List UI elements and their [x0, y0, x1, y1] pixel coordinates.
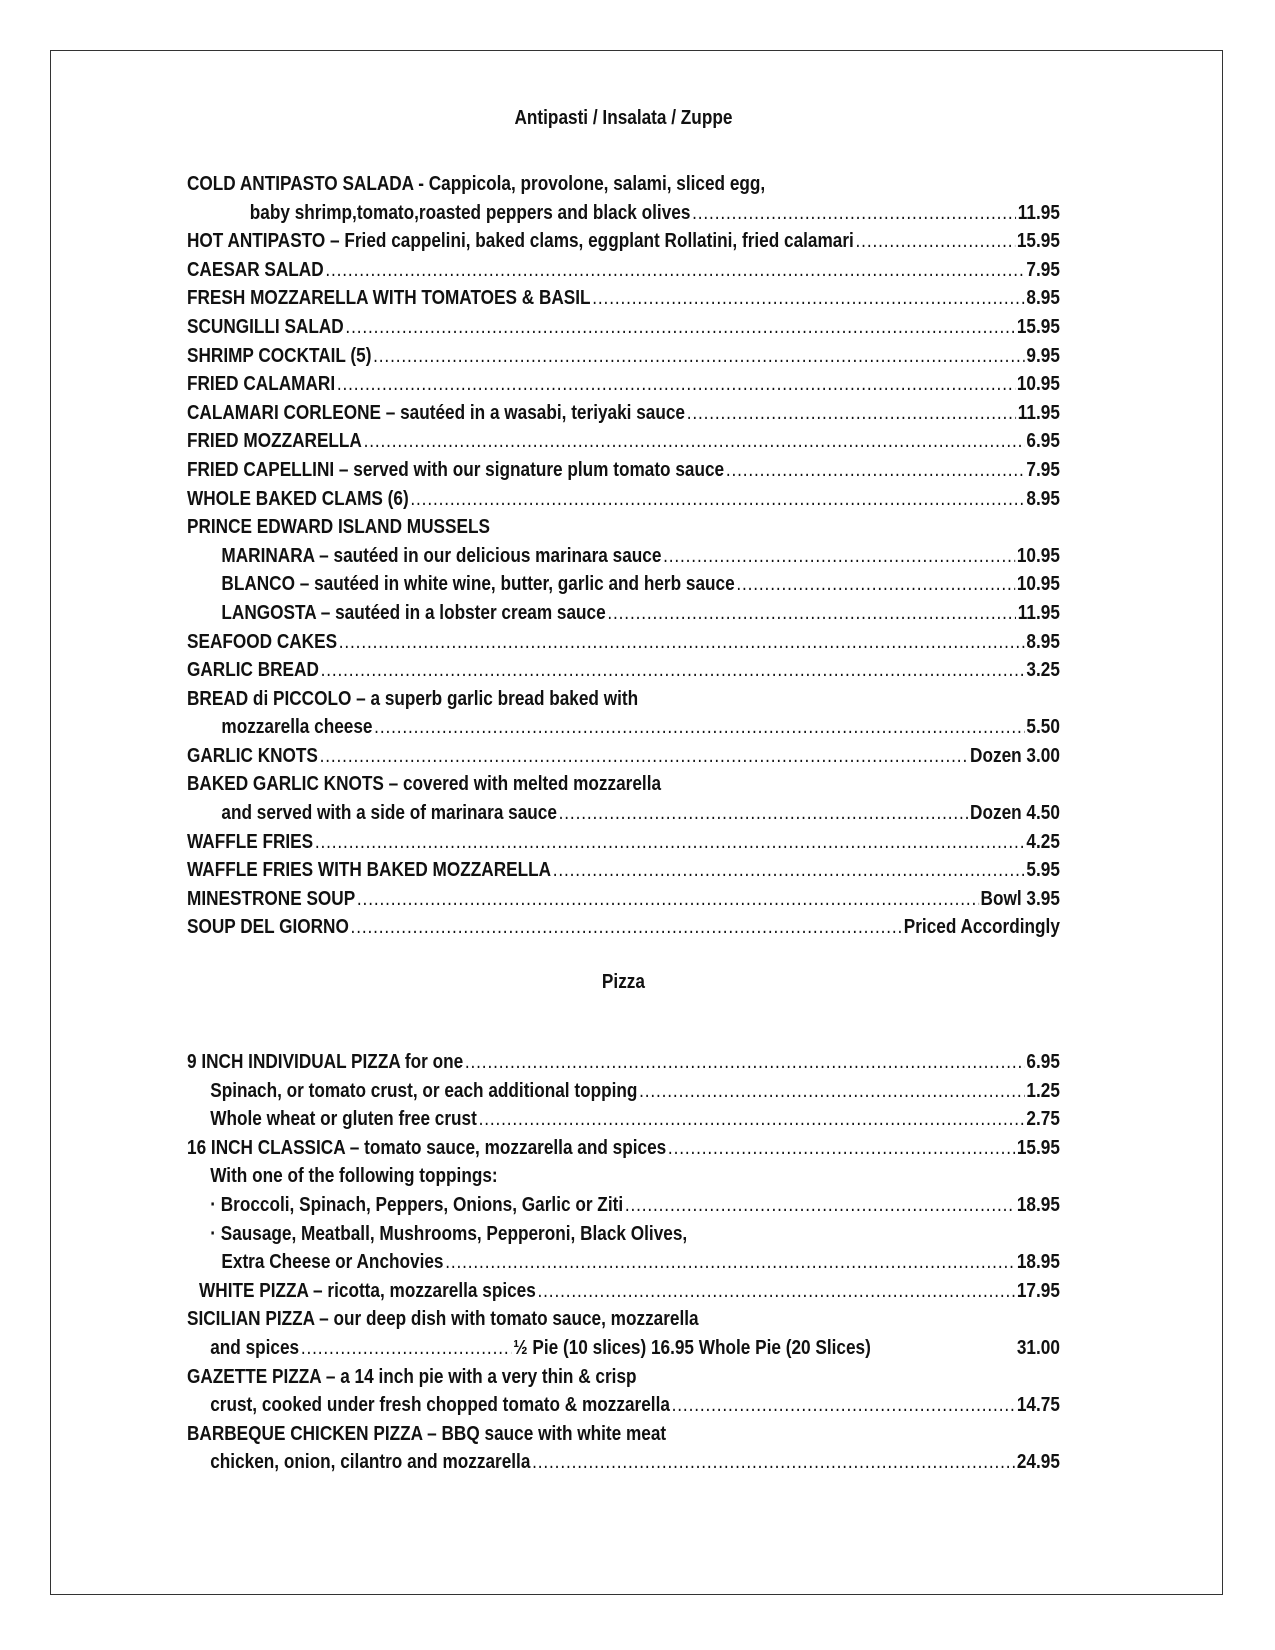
menu-item	[187, 799, 1060, 828]
leader-dots	[410, 485, 1024, 514]
item-label: and served with a side of marinara sauce	[221, 802, 557, 825]
item-price: 17.95	[1016, 1279, 1060, 1302]
leader-dots	[672, 1391, 1015, 1420]
leader-dots	[532, 1448, 1015, 1477]
menu-page	[187, 98, 1060, 1477]
item-price: 10.95	[1016, 573, 1060, 596]
menu-item	[187, 485, 1060, 514]
leader-dots	[692, 199, 1016, 228]
item-price: 8.95	[1026, 287, 1060, 310]
item-label: WHITE PIZZA – ricotta, mozzarella spices	[199, 1279, 536, 1302]
menu-item	[187, 570, 1060, 599]
leader-dots	[320, 742, 969, 771]
menu-item	[187, 284, 1060, 313]
menu-item	[187, 342, 1060, 371]
leader-dots	[639, 1077, 1025, 1106]
item-label: FRIED CAPELLINI – served with our signature plum tomato sauce	[187, 458, 725, 481]
leader-dots	[339, 628, 1025, 657]
item-label: Spinach, or tomato crust, or each additional topping	[210, 1079, 638, 1102]
menu-item	[187, 313, 1060, 342]
section-title-antipasti: Antipasti / Insalata / Zuppe	[514, 107, 733, 129]
item-label: FRIED MOZZARELLA	[187, 430, 362, 453]
item-price: 6.95	[1026, 430, 1060, 453]
menu-item	[187, 1334, 1060, 1363]
item-price: Dozen 3.00	[970, 744, 1060, 767]
item-label: SHRIMP COCKTAIL (5)	[187, 344, 372, 367]
item-price: 2.75	[1026, 1108, 1060, 1131]
leader-dots	[736, 570, 1015, 599]
leader-dots	[465, 1048, 1025, 1077]
menu-item	[187, 656, 1060, 685]
item-price: Priced Accordingly	[903, 916, 1060, 939]
item-label: MINESTRONE SOUP	[187, 887, 356, 910]
menu-item-line: COLD ANTIPASTO SALADA - Cappicola, provolone, salami, sliced egg,	[187, 173, 766, 195]
item-price: 24.95	[1016, 1451, 1060, 1474]
menu-item	[187, 1448, 1060, 1477]
item-label: CAESAR SALAD	[187, 258, 324, 281]
item-label: baby shrimp,tomato,roasted peppers and black olives	[249, 201, 691, 224]
item-price: 3.25	[1026, 659, 1060, 682]
item-price: 18.95	[1016, 1251, 1060, 1274]
menu-subheading: With one of the following toppings:	[210, 1165, 498, 1188]
item-size-prices: ½ Pie (10 slices) 16.95 Whole Pie (20 Slices)	[513, 1336, 871, 1359]
menu-item-line: BREAD di PICCOLO – a superb garlic bread baked with	[187, 687, 639, 710]
item-price: 7.95	[1026, 258, 1060, 281]
menu-item	[187, 628, 1060, 657]
menu-item	[187, 199, 1060, 228]
item-label: WAFFLE FRIES	[187, 830, 314, 853]
menu-item-line: · Sausage, Meatball, Mushrooms, Pepperoni, Black Olives,	[210, 1222, 688, 1245]
item-price: Dozen 4.50	[970, 802, 1060, 825]
leader-dots	[538, 1277, 1016, 1306]
menu-item	[187, 742, 1060, 771]
menu-item	[187, 256, 1060, 285]
menu-item	[187, 542, 1060, 571]
leader-dots	[553, 856, 1025, 885]
menu-item	[187, 1134, 1060, 1163]
antipasti-list	[187, 170, 1060, 942]
item-price: 5.50	[1026, 716, 1060, 739]
item-price: 10.95	[1016, 544, 1060, 567]
leader-dots	[668, 1134, 1015, 1163]
menu-item	[187, 828, 1060, 857]
leader-dots	[607, 599, 1016, 628]
item-label: GARLIC KNOTS	[187, 744, 318, 767]
item-price: 4.25	[1026, 830, 1060, 853]
item-label: · Broccoli, Spinach, Peppers, Onions, Garlic or Ziti	[210, 1194, 624, 1216]
menu-item	[187, 599, 1060, 628]
leader-dots	[374, 713, 1025, 742]
menu-item-line: SICILIAN PIZZA – our deep dish with tomato sauce, mozzarella	[187, 1308, 699, 1331]
item-label: SOUP DEL GIORNO	[187, 916, 349, 939]
leader-dots	[663, 542, 1015, 571]
leader-dots	[351, 913, 902, 942]
item-label: mozzarella cheese	[221, 716, 373, 739]
menu-item-line: BAKED GARLIC KNOTS – covered with melted mozzarella	[187, 773, 662, 796]
item-price: 11.95	[1017, 601, 1060, 624]
item-label: MARINARA – sautéed in our delicious marinara sauce	[221, 544, 662, 567]
leader-dots	[625, 1191, 1015, 1220]
leader-dots	[321, 656, 1025, 685]
item-price: 11.95	[1017, 201, 1060, 224]
menu-item	[187, 1191, 1060, 1220]
item-price: 6.95	[1026, 1051, 1060, 1074]
item-price: 18.95	[1016, 1194, 1060, 1216]
item-label: chicken, onion, cilantro and mozzarella	[210, 1451, 531, 1474]
item-price: 8.95	[1026, 630, 1060, 653]
item-label: FRESH MOZZARELLA WITH TOMATOES & BASIL	[187, 287, 591, 310]
menu-item	[187, 913, 1060, 942]
menu-item	[187, 856, 1060, 885]
pizza-list	[187, 1048, 1060, 1477]
leader-dots	[856, 227, 1016, 256]
item-price: Bowl 3.95	[980, 887, 1060, 910]
leader-dots	[726, 456, 1025, 485]
item-label: Whole wheat or gluten free crust	[210, 1108, 477, 1131]
leader-dots	[559, 799, 969, 828]
leader-dots	[479, 1105, 1025, 1134]
item-label: SEAFOOD CAKES	[187, 630, 338, 653]
item-label: CALAMARI CORLEONE – sautéed in a wasabi, teriyaki sauce	[187, 401, 685, 424]
menu-item	[187, 1105, 1060, 1134]
item-price: 15.95	[1016, 230, 1060, 253]
leader-dots	[687, 399, 1016, 428]
menu-item	[187, 1248, 1060, 1277]
menu-item-line: GAZETTE PIZZA – a 14 inch pie with a very thin & crisp	[187, 1365, 637, 1388]
item-price: 7.95	[1026, 458, 1060, 481]
item-label: HOT ANTIPASTO – Fried cappelini, baked clams, eggplant Rollatini, fried calamari	[187, 230, 854, 253]
item-price: 11.95	[1017, 401, 1060, 424]
item-label: Extra Cheese or Anchovies	[221, 1251, 444, 1274]
menu-subheading: PRINCE EDWARD ISLAND MUSSELS	[187, 516, 490, 539]
item-price: 8.95	[1026, 487, 1060, 510]
menu-item	[187, 1391, 1060, 1420]
item-price: 10.95	[1016, 373, 1060, 396]
leader-dots	[373, 342, 1025, 371]
section-title-pizza: Pizza	[601, 971, 645, 994]
menu-item	[187, 427, 1060, 456]
leader-dots	[445, 1248, 1015, 1277]
menu-item	[187, 370, 1060, 399]
leader-dots	[315, 828, 1025, 857]
item-price: 1.25	[1026, 1079, 1060, 1102]
item-price: 15.95	[1016, 1136, 1060, 1159]
menu-item	[187, 227, 1060, 256]
menu-item	[187, 1277, 1060, 1306]
item-price: 14.75	[1016, 1394, 1060, 1417]
menu-item	[187, 885, 1060, 914]
item-label: LANGOSTA – sautéed in a lobster cream sauce	[221, 601, 606, 624]
leader-dots	[325, 256, 1024, 285]
item-label: crust, cooked under fresh chopped tomato & mozzarella	[210, 1394, 670, 1417]
item-label: 16 INCH CLASSICA – tomato sauce, mozzarella and spices	[187, 1136, 667, 1159]
menu-item	[187, 399, 1060, 428]
leader-dots	[364, 427, 1025, 456]
item-label: and spices	[210, 1336, 300, 1359]
leader-dots	[301, 1334, 512, 1363]
item-label: WAFFLE FRIES WITH BAKED MOZZARELLA	[187, 859, 552, 882]
item-label: GARLIC BREAD	[187, 659, 319, 682]
item-label: 9 INCH INDIVIDUAL PIZZA for one	[187, 1051, 464, 1074]
leader-dots	[337, 370, 1015, 399]
item-price: 15.95	[1016, 315, 1060, 338]
menu-item	[187, 1077, 1060, 1106]
menu-item	[187, 1048, 1060, 1077]
item-price: 31.00	[1016, 1336, 1060, 1359]
leader-dots	[592, 284, 1024, 313]
item-label: SCUNGILLI SALAD	[187, 315, 344, 338]
item-label: FRIED CALAMARI	[187, 373, 336, 396]
item-label: BLANCO – sautéed in white wine, butter, garlic and herb sauce	[221, 573, 735, 596]
leader-dots	[357, 885, 979, 914]
item-label: WHOLE BAKED CLAMS (6)	[187, 487, 409, 510]
item-price: 9.95	[1026, 344, 1060, 367]
item-price: 5.95	[1026, 859, 1060, 882]
leader-dots	[345, 313, 1015, 342]
menu-item	[187, 456, 1060, 485]
menu-item	[187, 713, 1060, 742]
menu-item-line: BARBEQUE CHICKEN PIZZA – BBQ sauce with white meat	[187, 1422, 667, 1445]
